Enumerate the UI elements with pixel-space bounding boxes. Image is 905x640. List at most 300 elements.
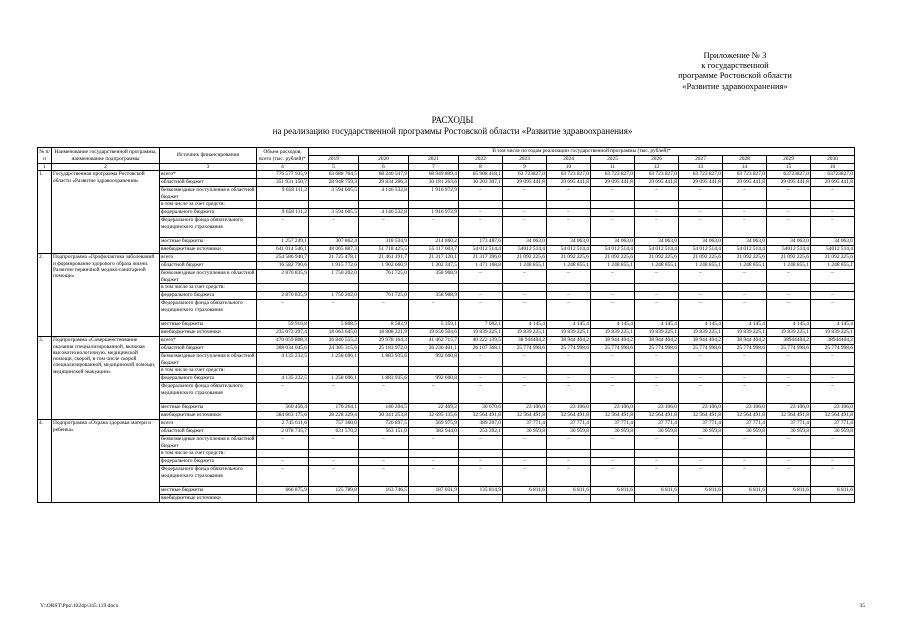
year-value: 19 839 225,1: [459, 329, 503, 337]
year-value: 54 012 514,4: [459, 246, 503, 254]
year-value: –: [679, 466, 723, 487]
year-value: 358 908,9: [409, 292, 459, 300]
year-value: –: [811, 292, 855, 300]
year-value: 38944404,2: [811, 337, 855, 345]
year-value: 32 564 491,8: [591, 412, 635, 420]
year-value: [723, 450, 767, 458]
table-row: [38, 238, 855, 246]
year-value: –: [547, 270, 591, 284]
year-value: [811, 367, 855, 375]
total-value: 4 135 232,5: [257, 375, 309, 383]
table-row: [38, 209, 855, 217]
year-value: 65 908 418,1: [459, 171, 503, 179]
year-value: 21 092 225,6: [635, 254, 679, 262]
year-value: 1 915 772,6: [309, 262, 359, 270]
year-value: –: [459, 353, 503, 367]
year-value: –: [547, 353, 591, 367]
year-value: –: [503, 300, 547, 321]
year-value: [309, 201, 359, 209]
year-value: –: [679, 383, 723, 404]
year-value: 21 725 478,1: [309, 254, 359, 262]
year-value: 4 145,4: [591, 321, 635, 329]
year-value: –: [767, 187, 811, 201]
year-value: [409, 201, 459, 209]
funding-source: всего*: [160, 171, 257, 179]
year-value: –: [547, 383, 591, 404]
year-value: 23 106,0: [811, 404, 855, 412]
year-value: 125 789,8: [309, 487, 359, 495]
header-year: 2025: [591, 156, 635, 164]
year-value: 29 095 441,8: [591, 179, 635, 187]
year-value: 163 746,5: [359, 487, 409, 495]
year-value: 40 222 139,5: [459, 337, 503, 345]
table-row: [38, 428, 855, 436]
column-number: 12: [635, 164, 679, 171]
year-value: –: [503, 353, 547, 367]
year-value: 19 839 225,1: [503, 329, 547, 337]
year-value: [723, 201, 767, 209]
funding-source: всего: [160, 420, 257, 428]
year-value: –: [767, 458, 811, 466]
table-row: [38, 292, 855, 300]
total-value: 2 078 735,7: [257, 428, 309, 436]
year-value: 5 359,1: [409, 321, 459, 329]
year-value: –: [309, 436, 359, 450]
year-value: [359, 201, 409, 209]
year-value: 19 839 225,1: [591, 329, 635, 337]
year-value: 38 944 404,2: [591, 337, 635, 345]
year-value: 55 117 603,7: [409, 246, 459, 254]
year-value: –: [409, 383, 459, 404]
year-value: 1 248 855,1: [723, 262, 767, 270]
year-value: 30 203 307,1: [459, 179, 503, 187]
year-value: –: [503, 375, 547, 383]
year-value: –: [459, 436, 503, 450]
column-number: 5: [309, 164, 359, 171]
funding-source: местные бюджеты: [160, 321, 257, 329]
year-value: [811, 450, 855, 458]
header-year: 2023: [503, 156, 547, 164]
year-value: 68 949 809,4: [409, 171, 459, 179]
year-value: 4 145,4: [767, 321, 811, 329]
year-value: 761 725,0: [359, 292, 409, 300]
year-value: [723, 367, 767, 375]
year-value: [547, 450, 591, 458]
year-value: –: [309, 458, 359, 466]
year-value: 30 959,8: [679, 428, 723, 436]
total-value: 2 870 835,9: [257, 270, 309, 284]
year-value: –: [591, 217, 635, 238]
year-value: –: [591, 466, 635, 487]
year-value: –: [459, 458, 503, 466]
year-value: –: [547, 187, 591, 201]
total-value: 235 073 397,4: [257, 329, 309, 337]
year-value: 19 839 225,1: [635, 329, 679, 337]
funding-source: областной бюджет: [160, 262, 257, 270]
year-value: –: [409, 300, 459, 321]
total-value: 9 658 111,2: [257, 187, 309, 201]
year-value: 37 771,4: [547, 420, 591, 428]
year-value: [723, 495, 767, 503]
year-value: –: [679, 292, 723, 300]
year-value: –: [547, 466, 591, 487]
year-value: [503, 450, 547, 458]
document-title: РАСХОДЫ: [431, 115, 474, 125]
year-value: 1 258 696,1: [309, 375, 359, 383]
year-value: 726 897,5: [359, 420, 409, 428]
total-value: –: [257, 383, 309, 404]
year-value: 30 181 263,6: [409, 179, 459, 187]
year-value: 30 670,6: [459, 404, 503, 412]
year-value: [767, 495, 811, 503]
year-value: [459, 450, 503, 458]
column-number: 16: [811, 164, 855, 171]
year-value: –: [723, 292, 767, 300]
year-value: 1 248 855,1: [547, 262, 591, 270]
year-value: 569 975,9: [409, 420, 459, 428]
year-value: –: [635, 187, 679, 201]
year-value: 253 392,1: [459, 428, 503, 436]
year-value: 1 248 855,1: [767, 262, 811, 270]
table-row: [38, 375, 855, 383]
year-value: –: [767, 383, 811, 404]
funding-source: внебюджетные источники: [160, 412, 257, 420]
header-year: 2021: [409, 156, 459, 164]
year-value: –: [591, 187, 635, 201]
year-value: 1 916 972,9: [409, 209, 459, 217]
table-row: [38, 217, 855, 238]
funding-source: безвозмездные поступления в областной бюджет: [161, 436, 255, 449]
column-number: 15: [767, 164, 811, 171]
table-row: [38, 487, 855, 495]
year-value: 25 774 998,6: [679, 345, 723, 353]
year-value: 63 688 764,5: [309, 171, 359, 179]
funding-source: областной бюджет: [160, 179, 257, 187]
total-value: 470 059 808,3: [257, 337, 309, 345]
year-value: 1 883 935,6: [359, 353, 409, 367]
year-value: 4 145,4: [723, 321, 767, 329]
year-value: 32 564 491,8: [503, 412, 547, 420]
year-value: [409, 450, 459, 458]
table-row: [38, 321, 855, 329]
funding-source: местные бюджеты: [160, 487, 257, 495]
year-value: 63 723 827,0: [591, 171, 635, 179]
year-value: –: [767, 292, 811, 300]
year-value: 6 811,6: [811, 487, 855, 495]
year-value: 1 248 855,1: [635, 262, 679, 270]
year-value: –: [679, 458, 723, 466]
year-value: 19 839 225,1: [679, 329, 723, 337]
total-value: [257, 201, 309, 209]
year-value: [359, 284, 409, 292]
year-value: 6 811,6: [591, 487, 635, 495]
year-value: –: [591, 375, 635, 383]
header-name: Наименование государственной программы, наименование подпрограммы: [52, 148, 160, 164]
footer-page-number: 35: [859, 603, 865, 609]
column-number: 6: [359, 164, 409, 171]
year-value: 29 095 441,8: [811, 179, 855, 187]
year-value: 34 063,0: [679, 238, 723, 246]
table-row: [38, 201, 855, 209]
year-value: –: [409, 436, 459, 450]
year-value: 37 771,4: [635, 420, 679, 428]
footer-file-path: Y:\ORST\Ppo\1024p\345.119.docx: [40, 603, 119, 609]
year-value: [811, 201, 855, 209]
table-row: [38, 353, 855, 367]
funding-source: Федерального фонда обязательного медицинского страхования: [160, 300, 257, 321]
year-value: 39 978 164,3: [359, 337, 409, 345]
year-value: 34 063,0: [503, 238, 547, 246]
year-value: 34 063,0: [547, 238, 591, 246]
year-value: 761 725,0: [359, 270, 409, 284]
year-value: –: [409, 217, 459, 238]
year-value: –: [679, 187, 723, 201]
year-value: –: [503, 458, 547, 466]
year-value: 1 302 347,5: [409, 262, 459, 270]
funding-source: Федерального фонда обязательного медицинского страхования: [160, 383, 257, 404]
year-value: –: [811, 217, 855, 238]
year-value: –: [359, 383, 409, 404]
year-value: 3 594 605,5: [309, 209, 359, 217]
table-row: [38, 329, 855, 337]
appendix-line: «Развитие здравоохранения»: [682, 80, 788, 91]
year-value: 54012 514,4: [503, 246, 547, 254]
year-value: –: [811, 209, 855, 217]
table-row: [38, 367, 855, 375]
year-value: 1 248 855,1: [811, 262, 855, 270]
year-value: [547, 201, 591, 209]
year-value: –: [547, 436, 591, 450]
year-value: –: [459, 270, 503, 284]
funding-source: внебюджетные источники: [160, 329, 257, 337]
year-value: 25 774 998,6: [547, 345, 591, 353]
year-value: –: [591, 436, 635, 450]
year-value: –: [459, 209, 503, 217]
funding-source: федерального бюджета: [160, 375, 257, 383]
year-value: –: [459, 300, 503, 321]
year-value: [591, 450, 635, 458]
header-year: 2029: [767, 156, 811, 164]
year-value: 54012 514,4: [811, 246, 855, 254]
year-value: 54 012 514,4: [635, 246, 679, 254]
year-value: 28 948 759,3: [309, 179, 359, 187]
funding-source: внебюджетные источники: [160, 495, 257, 503]
year-value: –: [547, 292, 591, 300]
year-value: –: [503, 270, 547, 284]
program-name: Подпрограмма «Профилактика заболеваний и формирование здорового образа жизни. Развитие первичной медико-санитарной помощи»: [52, 254, 160, 337]
table-row: [38, 262, 855, 270]
column-number: 3: [160, 164, 257, 171]
row-number: 1.: [38, 171, 52, 254]
year-value: [635, 367, 679, 375]
year-value: 1 248 855,1: [679, 262, 723, 270]
year-value: –: [679, 436, 723, 450]
year-value: 25 774 998,6: [811, 345, 855, 353]
year-value: –: [459, 466, 503, 487]
year-value: –: [503, 217, 547, 238]
year-value: –: [635, 436, 679, 450]
header-total: Объем расходов, всего (тыс. рублей)*: [257, 148, 309, 164]
year-value: –: [635, 458, 679, 466]
funding-source: федерального бюджета: [160, 458, 257, 466]
year-value: 32 564 491,8: [547, 412, 591, 420]
year-value: –: [503, 436, 547, 450]
total-value: 641 014 546,1: [257, 246, 309, 254]
year-value: 23 106,0: [591, 404, 635, 412]
year-value: –: [459, 217, 503, 238]
year-value: 32 564 491,8: [723, 412, 767, 420]
year-value: 41 462 715,7: [409, 337, 459, 345]
year-value: –: [309, 217, 359, 238]
year-value: –: [679, 270, 723, 284]
funding-source: Федерального фонда обязательного медицинского страхования: [160, 466, 257, 487]
year-value: 37 771,4: [591, 420, 635, 428]
funding-source: безвозмездные поступления в областной бюджет: [161, 187, 255, 200]
year-value: 54 012 514,4: [547, 246, 591, 254]
year-value: 1 258 696,1: [309, 353, 359, 367]
funding-source: в том числе за счет средств:: [160, 450, 257, 458]
year-value: –: [811, 353, 855, 367]
year-value: 32 564 491,8: [811, 412, 855, 420]
year-value: –: [359, 458, 409, 466]
year-value: 6 811,6: [679, 487, 723, 495]
header-year: 2019: [309, 156, 359, 164]
year-value: 63 723 827,0: [723, 171, 767, 179]
year-value: 173 487,6: [459, 238, 503, 246]
header-source: Источник финансирования: [160, 148, 257, 164]
year-value: 32 564 491,8: [459, 412, 503, 420]
total-value: 1 257 249,1: [257, 238, 309, 246]
year-value: –: [635, 209, 679, 217]
year-value: 34 063,0: [723, 238, 767, 246]
year-value: 30 341 253,8: [359, 412, 409, 420]
funding-source: всего: [160, 254, 257, 262]
year-value: 6 811,6: [635, 487, 679, 495]
column-number: 11: [591, 164, 635, 171]
year-value: –: [723, 300, 767, 321]
year-value: 307 862,4: [309, 238, 359, 246]
year-value: [547, 367, 591, 375]
year-value: –: [679, 375, 723, 383]
year-value: –: [309, 383, 359, 404]
year-value: 48 065 887,3: [309, 246, 359, 254]
header-no: № п/п: [39, 149, 50, 162]
year-value: 19 650 504,6: [409, 329, 459, 337]
year-value: [591, 367, 635, 375]
year-value: [409, 284, 459, 292]
year-value: 214 860,2: [409, 238, 459, 246]
table-row: [38, 284, 855, 292]
year-value: –: [767, 436, 811, 450]
year-value: –: [591, 300, 635, 321]
table-row: [38, 171, 855, 179]
year-value: –: [547, 375, 591, 383]
year-value: 23 106,0: [547, 404, 591, 412]
year-value: 6 811,6: [723, 487, 767, 495]
total-value: 2 745 611,6: [257, 420, 309, 428]
year-value: –: [591, 458, 635, 466]
year-value: –: [547, 458, 591, 466]
appendix-line: к государственной: [701, 60, 769, 71]
year-value: 1 750 202,0: [309, 292, 359, 300]
year-value: 29 095 441,8: [635, 179, 679, 187]
year-value: 21 461 191,7: [359, 254, 409, 262]
year-value: 4 145,4: [811, 321, 855, 329]
year-value: 68 240 547,9: [359, 171, 409, 179]
year-value: –: [679, 209, 723, 217]
year-value: –: [679, 353, 723, 367]
table-row: [38, 458, 855, 466]
year-value: 21 092 225,6: [767, 254, 811, 262]
year-value: 4 146 532,8: [359, 209, 409, 217]
year-value: 32 564 491,8: [679, 412, 723, 420]
total-value: [257, 495, 309, 503]
year-value: 382 944,0: [409, 428, 459, 436]
total-value: –: [257, 300, 309, 321]
header-year: 2030: [811, 156, 855, 164]
year-value: 38 944 404,2: [635, 337, 679, 345]
year-value: –: [723, 209, 767, 217]
total-value: 351 931 150,7: [257, 179, 309, 187]
header-year: 2026: [635, 156, 679, 164]
year-value: 318 534,9: [359, 238, 409, 246]
year-value: [591, 284, 635, 292]
year-value: [767, 201, 811, 209]
year-value: –: [723, 217, 767, 238]
table-row: [38, 495, 855, 503]
year-value: 6 811,6: [547, 487, 591, 495]
year-value: –: [635, 217, 679, 238]
total-value: 776 577 935,9: [257, 171, 309, 179]
column-number-row: [38, 164, 855, 171]
year-value: 63723827,0: [767, 171, 811, 179]
year-value: [635, 495, 679, 503]
year-value: –: [767, 270, 811, 284]
year-value: [635, 284, 679, 292]
year-value: 21 092 225,6: [503, 254, 547, 262]
year-value: 4 145,4: [635, 321, 679, 329]
program-name: Подпрограмма «Совершенствование оказания специализированной, включая высокотехнологичную, медицинской помощи, скорой, в том числе скорой специализированной, медицинской помощи, медицинской эвакуации»: [52, 337, 160, 420]
year-value: 29 095 441,8: [547, 179, 591, 187]
year-value: 30 959,8: [811, 428, 855, 436]
year-value: 32 564 491,8: [635, 412, 679, 420]
year-value: –: [679, 217, 723, 238]
year-value: [547, 284, 591, 292]
year-value: [409, 367, 459, 375]
year-value: [459, 367, 503, 375]
header-years-group: В том числе по годам реализации государственной программы (тыс. рублей)*: [309, 148, 855, 156]
year-value: –: [723, 436, 767, 450]
total-value: –: [257, 466, 309, 487]
total-value: 9 658 111,2: [257, 209, 309, 217]
year-value: 38 944 404,2: [679, 337, 723, 345]
year-value: 4 145,4: [503, 321, 547, 329]
year-value: [503, 367, 547, 375]
year-value: 36 840 555,2: [309, 337, 359, 345]
year-value: 32 564 491,8: [767, 412, 811, 420]
year-value: [359, 495, 409, 503]
total-value: 254 586 940,7: [257, 254, 309, 262]
total-value: 4 135 232,5: [257, 353, 309, 367]
year-value: –: [309, 300, 359, 321]
year-value: –: [723, 375, 767, 383]
year-value: 29 095 441,8: [503, 179, 547, 187]
expenditure-table: [37, 147, 855, 503]
year-value: [767, 367, 811, 375]
year-value: –: [767, 466, 811, 487]
year-value: 37 771,4: [679, 420, 723, 428]
total-value: 2 870 835,9: [257, 292, 309, 300]
